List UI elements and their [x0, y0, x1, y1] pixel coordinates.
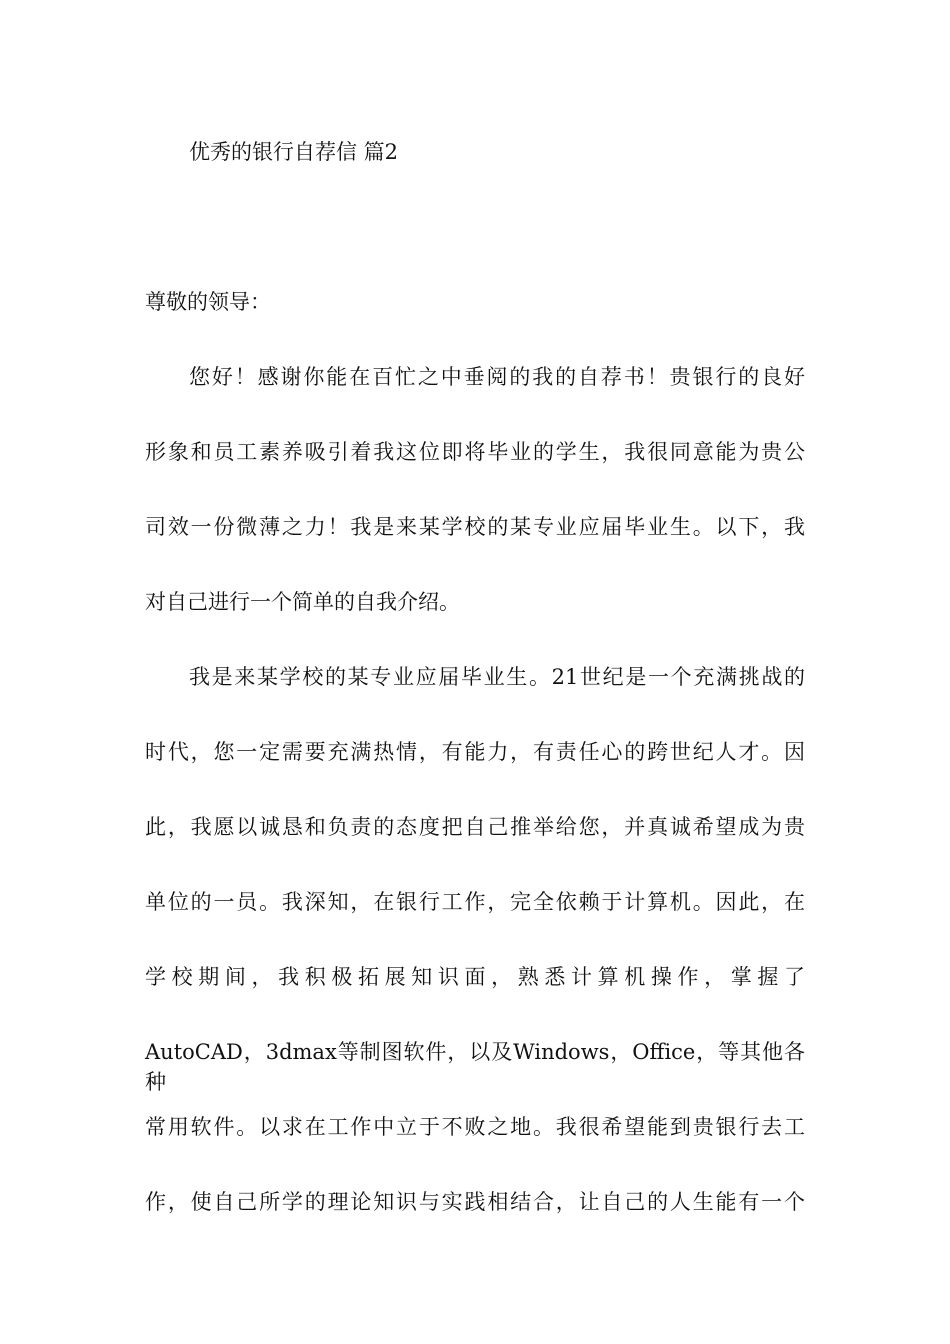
paragraph-line: 我是来某学校的某专业应届毕业生。21世纪是一个充满挑战的: [189, 665, 805, 689]
paragraph-line: 单位的一员。我深知，在银行工作，完全依赖于计算机。因此，在: [145, 890, 805, 914]
paragraph-line: 司效一份微薄之力！我是来某学校的某专业应届毕业生。以下，我: [145, 515, 805, 539]
paragraph-line: 学校期间，我积极拓展知识面，熟悉计算机操作，掌握了: [145, 965, 805, 989]
paragraph-line: 常用软件。以求在工作中立于不败之地。我很希望能到贵银行去工: [145, 1115, 805, 1139]
paragraph-line: 作，使自己所学的理论知识与实践相结合，让自己的人生能有一个: [145, 1190, 805, 1214]
paragraph-line: 此，我愿以诚恳和负责的态度把自己推举给您，并真诚希望成为贵: [145, 815, 805, 839]
paragraph-line: 形象和员工素养吸引着我这位即将毕业的学生，我很同意能为贵公: [145, 440, 805, 464]
paragraph-line: 您好！感谢你能在百忙之中垂阅的我的自荐书！贵银行的良好: [189, 365, 805, 389]
salutation: 尊敬的领导：: [145, 290, 271, 314]
paragraph-line: AutoCAD，3dmax等制图软件，以及Windows，Office，等其他各种: [145, 1040, 805, 1094]
document-title: 优秀的银行自荐信 篇2: [189, 140, 399, 164]
paragraph-line: 时代，您一定需要充满热情，有能力，有责任心的跨世纪人才。因: [145, 740, 805, 764]
paragraph-line: 对自己进行一个简单的自我介绍。: [145, 590, 460, 614]
